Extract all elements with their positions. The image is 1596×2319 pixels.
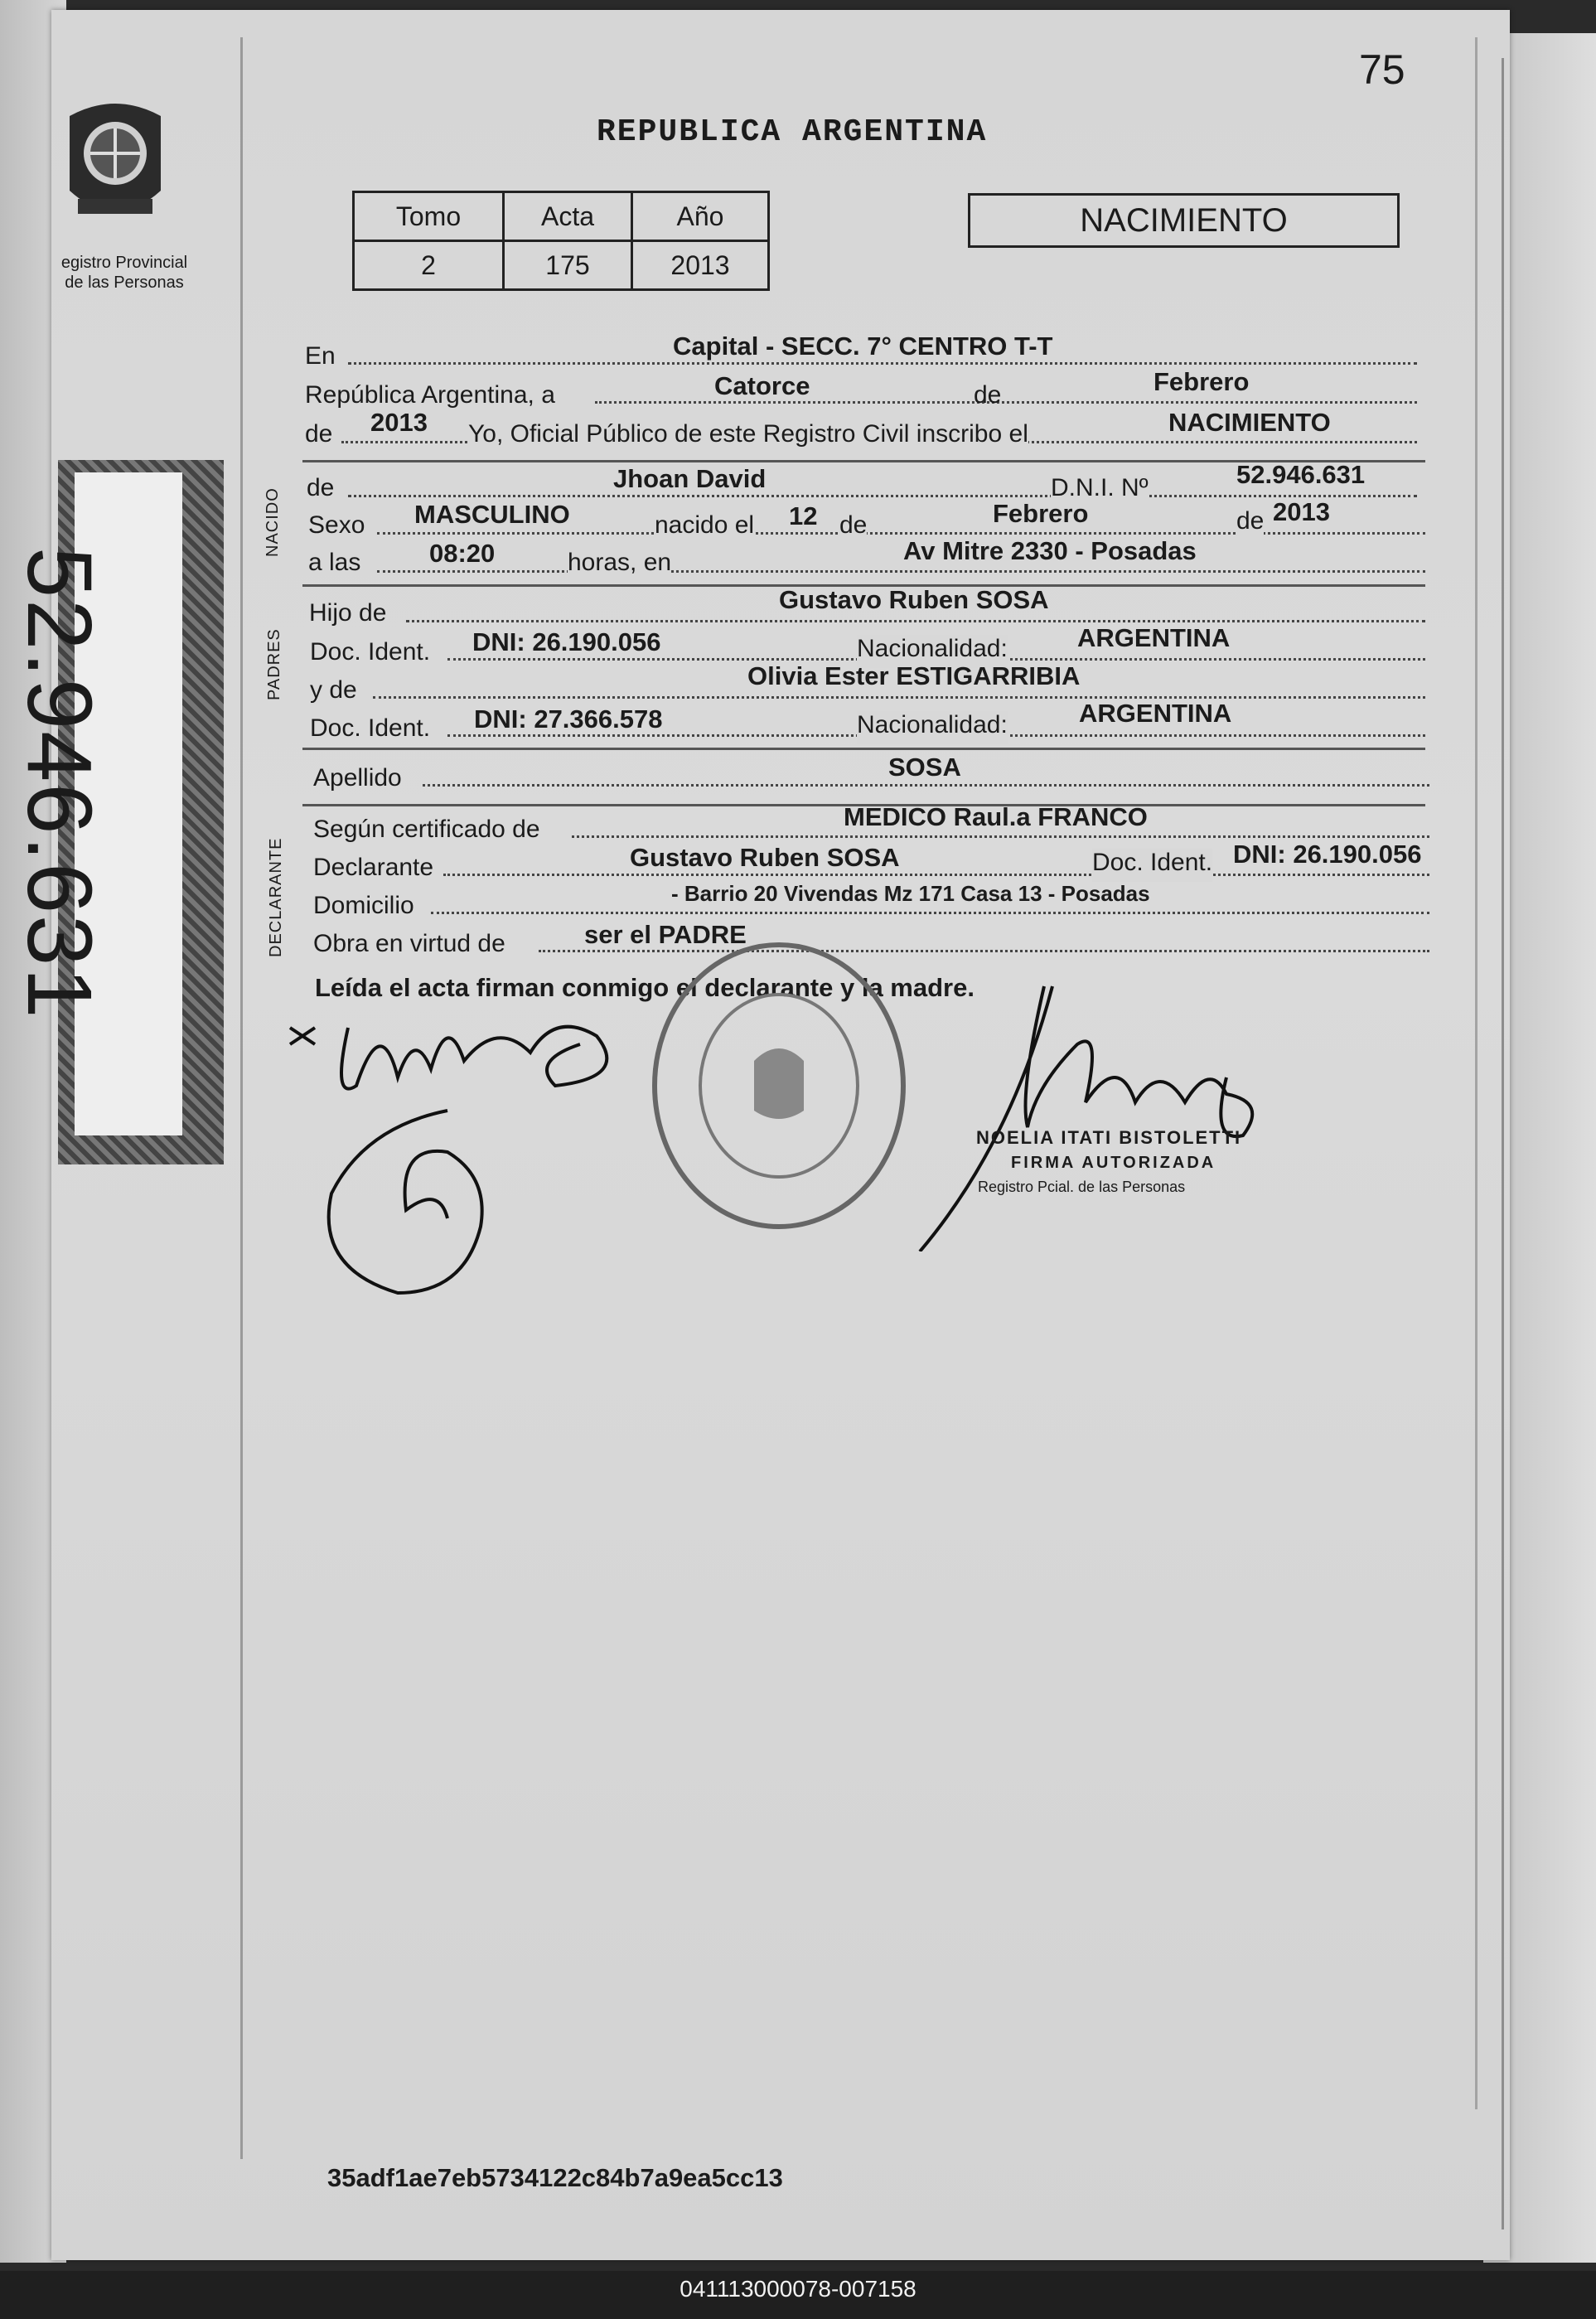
page-edge-line — [1502, 58, 1504, 2229]
label-declarante: Declarante — [313, 854, 434, 881]
label-nacido-el: nacido el — [655, 511, 754, 545]
header-ano: Año — [632, 192, 769, 241]
dotted-line — [406, 618, 1425, 622]
page-number: 75 — [1359, 46, 1405, 93]
label-y-de: y de — [310, 676, 357, 704]
birth-year-value: 2013 — [1273, 497, 1330, 526]
label-a-las: a las — [308, 549, 361, 576]
label-segun: Según certificado de — [313, 816, 540, 843]
page-title: REPUBLICA ARGENTINA — [597, 114, 988, 150]
dotted-line — [377, 569, 1425, 573]
dotted-line — [443, 872, 1429, 876]
child-name-value: Jhoan David — [613, 464, 767, 493]
label-yo: Yo, Oficial Público de este Registro Civil inscribo el — [468, 420, 1028, 453]
label-horas-en: horas, en — [568, 549, 671, 582]
label-nat-father: Nacionalidad: — [857, 635, 1008, 668]
dotted-line — [423, 782, 1429, 787]
label-obra: Obra en virtud de — [313, 930, 505, 957]
place-value: Capital - SECC. 7° CENTRO T-T — [673, 332, 1053, 361]
registry-line-2: de las Personas — [65, 274, 184, 292]
certificate-value: MEDICO Raul.a FRANCO — [844, 802, 1148, 831]
section-separator — [302, 748, 1425, 750]
label-dni: D.N.I. Nº — [1051, 474, 1149, 507]
mother-value: Olivia Ester ESTIGARRIBIA — [747, 661, 1081, 690]
dotted-line — [377, 530, 1425, 535]
registry-line-1: egistro Provincial — [60, 254, 188, 272]
signatory-office: Registro Pcial. de las Personas — [978, 1179, 1186, 1195]
label-de: de — [974, 381, 1002, 409]
surname-value: SOSA — [888, 753, 961, 782]
dotted-line — [572, 834, 1429, 838]
sex-value: MASCULINO — [414, 500, 570, 529]
official-stamp — [638, 928, 920, 1243]
day-value: Catorce — [714, 371, 810, 400]
birth-month-value: Febrero — [993, 499, 1089, 528]
label-de-year: de — [305, 420, 333, 448]
provincial-seal-logo — [53, 91, 177, 232]
mother-doc-value: DNI: 27.366.578 — [474, 704, 663, 733]
signatory-title: FIRMA AUTORIZADA — [1011, 1154, 1216, 1172]
address-value: - Barrio 20 Vivendas Mz 171 Casa 13 - Posadas — [671, 881, 1150, 906]
value-ano: 2013 — [632, 241, 769, 290]
dotted-line — [348, 493, 1417, 497]
closing-statement: Leída el acta firman conmigo el declarante y la madre. — [315, 973, 975, 1002]
mother-nat-value: ARGENTINA — [1079, 699, 1232, 728]
label-hijo-de: Hijo de — [309, 599, 387, 627]
side-label-nacido: NACIDO — [264, 487, 282, 557]
label-republica: República Argentina, a — [305, 381, 555, 409]
record-table — [352, 191, 770, 291]
label-domicilio: Domicilio — [313, 892, 414, 919]
month-value: Febrero — [1153, 367, 1250, 396]
label-doc-father: Doc. Ident. — [310, 638, 431, 666]
dotted-line — [373, 695, 1425, 699]
label-en: En — [305, 342, 336, 370]
declarant-signature — [282, 978, 663, 1310]
act-value: NACIMIENTO — [1168, 408, 1331, 437]
header-tomo: Tomo — [354, 192, 504, 241]
label-apellido: Apellido — [313, 764, 402, 792]
by-virtue-value: ser el PADRE — [584, 920, 747, 949]
value-tomo: 2 — [354, 241, 504, 290]
label-nat-mother: Nacionalidad: — [857, 711, 1008, 744]
dni-value: 52.946.631 — [1236, 460, 1366, 489]
label-doc-declarant: Doc. Ident. — [1092, 849, 1212, 882]
label-sexo: Sexo — [308, 511, 365, 539]
registry-name — [41, 253, 207, 293]
birth-place-value: Av Mitre 2330 - Posadas — [903, 536, 1197, 565]
label-doc-mother: Doc. Ident. — [310, 714, 431, 742]
declarant-doc-value: DNI: 26.190.056 — [1233, 840, 1422, 869]
right-margin-line — [1475, 37, 1478, 2109]
label-de-name: de — [307, 474, 335, 501]
signatory-name: NOELIA ITATI BISTOLETTI — [976, 1127, 1242, 1148]
header-acta: Acta — [504, 192, 632, 241]
label-de-month: de — [839, 511, 867, 545]
father-doc-value: DNI: 26.190.056 — [472, 627, 661, 656]
value-acta: 175 — [504, 241, 632, 290]
footer-code: 041113000078-007158 — [680, 2276, 916, 2302]
side-label-padres: PADRES — [265, 628, 283, 700]
side-label-declarante: DECLARANTE — [267, 837, 285, 957]
label-de-birthyear: de — [1236, 507, 1264, 540]
dotted-line — [431, 910, 1429, 914]
declarant-value: Gustavo Ruben SOSA — [630, 843, 900, 872]
birth-time-value: 08:20 — [429, 539, 496, 568]
dni-stamp-number: 52.946.631 — [8, 547, 110, 1020]
father-nat-value: ARGENTINA — [1077, 623, 1231, 652]
act-type-box: NACIMIENTO — [968, 193, 1400, 248]
year-value: 2013 — [370, 408, 428, 437]
birth-day-value: 12 — [789, 501, 818, 530]
official-signature — [912, 978, 1293, 1251]
father-value: Gustavo Ruben SOSA — [779, 585, 1049, 614]
margin-line — [240, 37, 243, 2159]
document-hash: 35adf1ae7eb5734122c84b7a9ea5cc13 — [327, 2163, 783, 2192]
